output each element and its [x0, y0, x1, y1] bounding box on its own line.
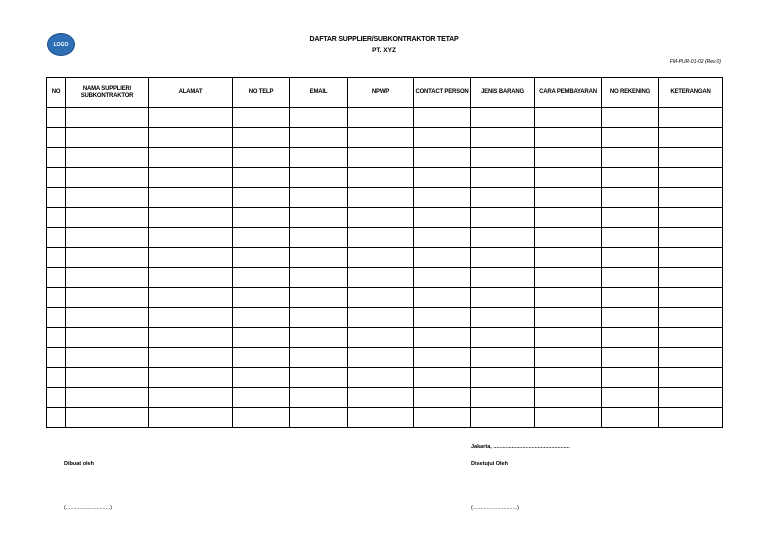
table-cell: [233, 248, 290, 268]
table-cell: [66, 268, 149, 288]
signature-line-right: (.............................): [471, 505, 519, 511]
table-cell: [348, 368, 414, 388]
table-cell: [659, 308, 723, 328]
table-cell: [535, 328, 602, 348]
table-cell: [471, 228, 535, 248]
table-cell: [233, 148, 290, 168]
table-cell: [290, 108, 348, 128]
table-cell: [471, 108, 535, 128]
table-cell: [290, 228, 348, 248]
table-cell: [66, 288, 149, 308]
table-cell: [471, 288, 535, 308]
table-cell: [471, 208, 535, 228]
table-row: [47, 148, 723, 168]
table-row: [47, 188, 723, 208]
column-header: NO: [47, 78, 66, 108]
table-cell: [348, 148, 414, 168]
table-cell: [290, 388, 348, 408]
table-cell: [149, 128, 233, 148]
supplier-table: [46, 77, 723, 428]
table-cell: [66, 148, 149, 168]
table-cell: [47, 388, 66, 408]
table-cell: [290, 288, 348, 308]
table-cell: [66, 188, 149, 208]
table-cell: [602, 268, 659, 288]
table-row: [47, 348, 723, 368]
table-cell: [290, 328, 348, 348]
table-cell: [414, 228, 471, 248]
table-cell: [348, 308, 414, 328]
table-cell: [602, 228, 659, 248]
table-cell: [66, 208, 149, 228]
table-cell: [471, 168, 535, 188]
table-row: [47, 228, 723, 248]
table-cell: [290, 188, 348, 208]
table-cell: [471, 128, 535, 148]
table-cell: [659, 148, 723, 168]
table-cell: [348, 288, 414, 308]
place-date-line: Jakarta, ..................................................: [471, 444, 570, 450]
table-cell: [149, 248, 233, 268]
table-cell: [47, 208, 66, 228]
column-header: CARA PEMBAYARAN: [535, 78, 602, 108]
column-header: ALAMAT: [149, 78, 233, 108]
logo-text: LOGO: [53, 41, 69, 48]
table-cell: [149, 368, 233, 388]
table-cell: [602, 348, 659, 368]
table-cell: [233, 128, 290, 148]
table-cell: [414, 128, 471, 148]
table-cell: [290, 208, 348, 228]
table-row: [47, 108, 723, 128]
table-cell: [233, 268, 290, 288]
table-cell: [602, 208, 659, 228]
table-cell: [66, 108, 149, 128]
table-row: [47, 288, 723, 308]
table-cell: [348, 168, 414, 188]
table-cell: [471, 248, 535, 268]
table-cell: [602, 248, 659, 268]
document-title: DAFTAR SUPPLIER/SUBKONTRAKTOR TETAP: [309, 36, 459, 43]
table-cell: [149, 188, 233, 208]
table-cell: [659, 328, 723, 348]
table-cell: [602, 188, 659, 208]
table-cell: [471, 388, 535, 408]
table-cell: [659, 208, 723, 228]
table-cell: [290, 408, 348, 428]
table-cell: [348, 388, 414, 408]
column-header: CONTACT PERSON: [414, 78, 471, 108]
table-cell: [471, 188, 535, 208]
table-cell: [47, 368, 66, 388]
table-cell: [149, 328, 233, 348]
table-cell: [348, 228, 414, 248]
table-cell: [471, 348, 535, 368]
table-cell: [535, 348, 602, 368]
table-cell: [149, 308, 233, 328]
table-cell: [602, 368, 659, 388]
table-cell: [149, 288, 233, 308]
table-cell: [66, 168, 149, 188]
table-cell: [535, 388, 602, 408]
table-cell: [66, 348, 149, 368]
table-cell: [414, 408, 471, 428]
table-cell: [535, 408, 602, 428]
form-code: FM-PUR-01-02 (Rev.0): [669, 59, 721, 65]
table-cell: [535, 228, 602, 248]
table-cell: [348, 328, 414, 348]
table-cell: [47, 288, 66, 308]
column-header: NO TELP: [233, 78, 290, 108]
table-cell: [535, 368, 602, 388]
table-cell: [471, 328, 535, 348]
table-cell: [471, 308, 535, 328]
table-cell: [535, 108, 602, 128]
table-row: [47, 308, 723, 328]
table-cell: [535, 128, 602, 148]
table-row: [47, 408, 723, 428]
table-cell: [47, 308, 66, 328]
table-cell: [66, 388, 149, 408]
table-cell: [348, 268, 414, 288]
table-body: [47, 108, 723, 428]
table-cell: [659, 268, 723, 288]
table-row: [47, 168, 723, 188]
table-cell: [149, 208, 233, 228]
table-cell: [659, 348, 723, 368]
table-cell: [659, 288, 723, 308]
table-cell: [414, 148, 471, 168]
table-row: [47, 248, 723, 268]
table-cell: [149, 108, 233, 128]
table-cell: [47, 128, 66, 148]
table-cell: [66, 248, 149, 268]
table-cell: [233, 168, 290, 188]
table-cell: [233, 348, 290, 368]
table-cell: [233, 108, 290, 128]
table-cell: [149, 148, 233, 168]
table-cell: [290, 248, 348, 268]
table-row: [47, 208, 723, 228]
table-cell: [47, 268, 66, 288]
table-cell: [290, 268, 348, 288]
table-cell: [66, 328, 149, 348]
table-cell: [414, 108, 471, 128]
table-cell: [659, 248, 723, 268]
table-cell: [602, 168, 659, 188]
table-cell: [535, 148, 602, 168]
column-header: EMAIL: [290, 78, 348, 108]
table-cell: [290, 168, 348, 188]
table-cell: [47, 248, 66, 268]
table-cell: [233, 388, 290, 408]
table-cell: [602, 148, 659, 168]
table-cell: [535, 248, 602, 268]
table-cell: [659, 228, 723, 248]
table-cell: [602, 408, 659, 428]
table-cell: [149, 268, 233, 288]
table-cell: [659, 408, 723, 428]
table-cell: [348, 408, 414, 428]
table-cell: [47, 228, 66, 248]
table-row: [47, 268, 723, 288]
table-cell: [414, 348, 471, 368]
table-cell: [149, 408, 233, 428]
table-cell: [348, 128, 414, 148]
table-cell: [471, 368, 535, 388]
table-cell: [233, 308, 290, 328]
table-cell: [66, 368, 149, 388]
table-cell: [602, 328, 659, 348]
table-cell: [233, 368, 290, 388]
table-cell: [414, 208, 471, 228]
table-cell: [47, 108, 66, 128]
table-cell: [602, 288, 659, 308]
table-cell: [414, 288, 471, 308]
table-cell: [414, 188, 471, 208]
table-cell: [233, 208, 290, 228]
table-row: [47, 388, 723, 408]
approved-by-label: Disetujui Oleh: [471, 461, 508, 467]
table-cell: [602, 108, 659, 128]
table-cell: [659, 368, 723, 388]
table-cell: [348, 208, 414, 228]
table-cell: [414, 308, 471, 328]
table-cell: [535, 268, 602, 288]
table-cell: [47, 168, 66, 188]
table-cell: [47, 148, 66, 168]
table-cell: [471, 148, 535, 168]
table-cell: [414, 248, 471, 268]
signature-line-left: (.............................): [64, 505, 112, 511]
table-cell: [233, 408, 290, 428]
table-cell: [414, 328, 471, 348]
table-cell: [535, 168, 602, 188]
table-cell: [47, 328, 66, 348]
table-cell: [290, 128, 348, 148]
table-row: [47, 368, 723, 388]
table-cell: [659, 128, 723, 148]
table-cell: [414, 388, 471, 408]
table-cell: [290, 308, 348, 328]
table-cell: [659, 108, 723, 128]
table-cell: [414, 268, 471, 288]
table-cell: [659, 188, 723, 208]
made-by-label: Dibuat oleh: [64, 461, 94, 467]
table-cell: [233, 328, 290, 348]
table-cell: [149, 168, 233, 188]
table-row: [47, 128, 723, 148]
table-cell: [535, 188, 602, 208]
table-header-row: [47, 78, 723, 108]
table-cell: [233, 188, 290, 208]
table-cell: [602, 308, 659, 328]
table-cell: [659, 388, 723, 408]
table-cell: [290, 148, 348, 168]
table-cell: [66, 128, 149, 148]
table-cell: [66, 308, 149, 328]
table-cell: [659, 168, 723, 188]
table-cell: [348, 248, 414, 268]
table-cell: [535, 208, 602, 228]
table-cell: [149, 228, 233, 248]
table-cell: [66, 228, 149, 248]
column-header: NPWP: [348, 78, 414, 108]
table-cell: [602, 388, 659, 408]
table-cell: [290, 348, 348, 368]
table-cell: [47, 348, 66, 368]
table-cell: [233, 228, 290, 248]
table-cell: [233, 288, 290, 308]
table-row: [47, 328, 723, 348]
table-cell: [414, 168, 471, 188]
table-cell: [602, 128, 659, 148]
column-header: JENIS BARANG: [471, 78, 535, 108]
table-cell: [290, 368, 348, 388]
table-cell: [149, 388, 233, 408]
table-cell: [348, 348, 414, 368]
table-cell: [348, 108, 414, 128]
column-header: NAMA SUPPLIER/ SUBKONTRAKTOR: [66, 78, 149, 108]
column-header: KETERANGAN: [659, 78, 723, 108]
table-cell: [47, 188, 66, 208]
table-cell: [414, 368, 471, 388]
table-cell: [535, 288, 602, 308]
table-cell: [471, 408, 535, 428]
company-name: PT. XYZ: [372, 47, 396, 54]
table-cell: [47, 408, 66, 428]
table-cell: [66, 408, 149, 428]
column-header: NO REKENING: [602, 78, 659, 108]
table-cell: [535, 308, 602, 328]
table-cell: [348, 188, 414, 208]
table-cell: [471, 268, 535, 288]
table-cell: [149, 348, 233, 368]
